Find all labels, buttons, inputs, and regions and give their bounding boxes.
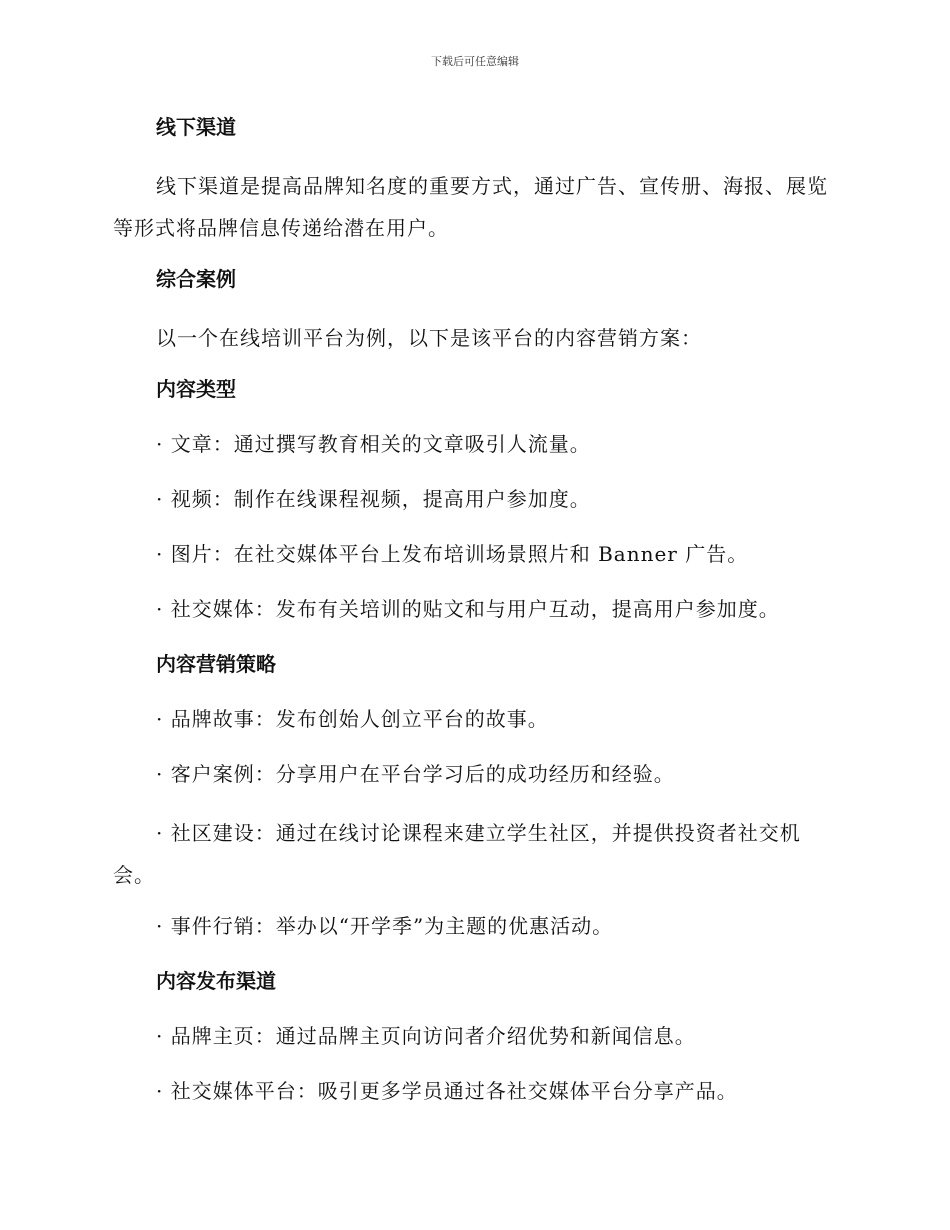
- paragraph-offline: 线下渠道是提高品牌知名度的重要方式，通过广告、宣传册、海报、展览等形式将品牌信息传递给潜在用户。: [113, 174, 828, 240]
- list-item: · 客户案例：分享用户在平台学习后的成功经历和经验。: [156, 762, 675, 786]
- list-item: · 图片：在社交媒体平台上发布培训场景照片和 Banner 广告。: [156, 542, 749, 566]
- paragraph-case: 以一个在线培训平台为例，以下是该平台的内容营销方案：: [156, 326, 702, 350]
- list-item: · 事件行销：举办以“开学季”为主题的优惠活动。: [156, 914, 614, 938]
- list-item: · 文章：通过撰写教育相关的文章吸引人流量。: [156, 432, 591, 456]
- list-item: · 品牌主页：通过品牌主页向访问者介绍优势和新闻信息。: [156, 1024, 696, 1048]
- section-heading-channels: 内容发布渠道: [156, 969, 276, 993]
- section-heading-content-types: 内容类型: [156, 377, 236, 401]
- document-body: [113, 110, 835, 1129]
- section-heading-offline: 线下渠道: [156, 115, 236, 139]
- section-heading-case: 综合案例: [156, 267, 236, 291]
- list-item: · 视频：制作在线课程视频，提高用户参加度。: [156, 487, 591, 511]
- list-item: · 社交媒体：发布有关培训的贴文和与用户互动，提高用户参加度。: [156, 597, 780, 621]
- section-heading-strategy: 内容营销策略: [156, 652, 276, 676]
- list-item: · 社交媒体平台：吸引更多学员通过各社交媒体平台分享产品。: [156, 1079, 738, 1103]
- page-header-note: 下载后可任意编辑: [431, 55, 519, 68]
- list-item: · 社区建设：通过在线讨论课程来建立学生社区，并提供投资者社交机会。: [113, 821, 801, 887]
- list-item: · 品牌故事：发布创始人创立平台的故事。: [156, 707, 549, 731]
